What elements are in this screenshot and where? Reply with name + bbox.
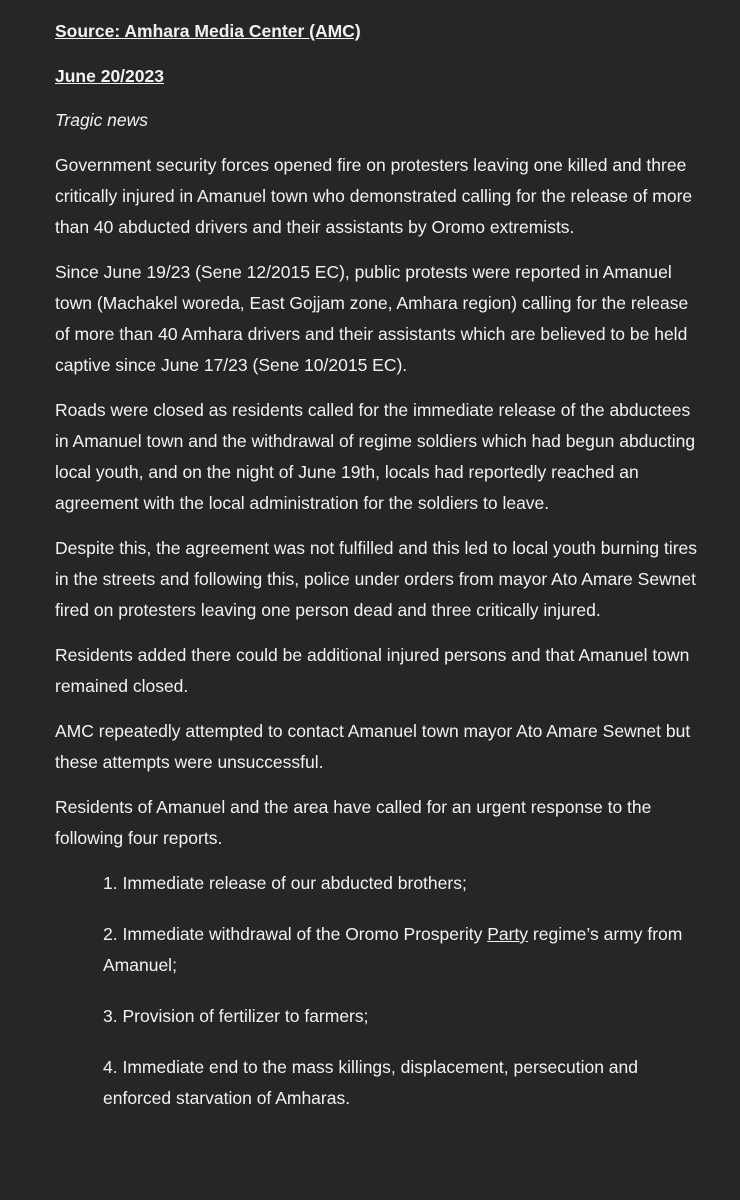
list-item-text: regime’s army from Amanuel;: [103, 924, 683, 975]
paragraph-4: Despite this, the agreement was not fulfilled and this led to local youth burning tires in the streets and following this, police under orders from mayor Ato Amare Sewnet fired on protesters leaving one person dead and three critically injured.: [55, 538, 698, 620]
demands-list: [55, 868, 705, 1114]
paragraph-6: AMC repeatedly attempted to contact Amanuel town mayor Ato Amare Sewnet but these attempts were unsuccessful.: [55, 721, 691, 772]
list-item-text: 2. Immediate withdrawal of the Oromo Prosperity: [103, 924, 488, 944]
list-item: [103, 919, 705, 981]
party-underlined: Party: [487, 924, 529, 944]
list-item: 4. Immediate end to the mass killings, displacement, persecution and enforced starvation of Amharas.: [103, 1057, 639, 1108]
list-item: 3. Provision of fertilizer to farmers;: [103, 1006, 369, 1026]
source-line: Source: Amhara Media Center (AMC): [55, 21, 361, 41]
paragraph-5: Residents added there could be additional injured persons and that Amanuel town remained closed.: [55, 645, 690, 696]
list-item: 1. Immediate release of our abducted brothers;: [103, 873, 467, 893]
kicker: Tragic news: [55, 110, 149, 130]
article: [55, 16, 705, 1134]
paragraph-1: Government security forces opened fire on protesters leaving one killed and three critically injured in Amanuel town who demonstrated calling for the release of more than 40 abducted drivers and their assistants by Oromo extremists.: [55, 155, 693, 237]
paragraph-2: Since June 19/23 (Sene 12/2015 EC), public protests were reported in Amanuel town (Machakel woreda, East Gojjam zone, Amhara region) calling for the release of more than 40 Amhara drivers and their assistants which are believed to be held captive since June 17/23 (Sene 10/2015 EC).: [55, 262, 689, 375]
paragraph-7: Residents of Amanuel and the area have called for an urgent response to the following four reports.: [55, 797, 652, 848]
paragraph-3: Roads were closed as residents called for the immediate release of the abductees in Amanuel town and the withdrawal of regime soldiers which had begun abducting local youth, and on the night of June 19th, locals had reportedly reached an agreement with the local administration for the soldiers to leave.: [55, 400, 696, 513]
date-line: June 20/2023: [55, 66, 164, 86]
